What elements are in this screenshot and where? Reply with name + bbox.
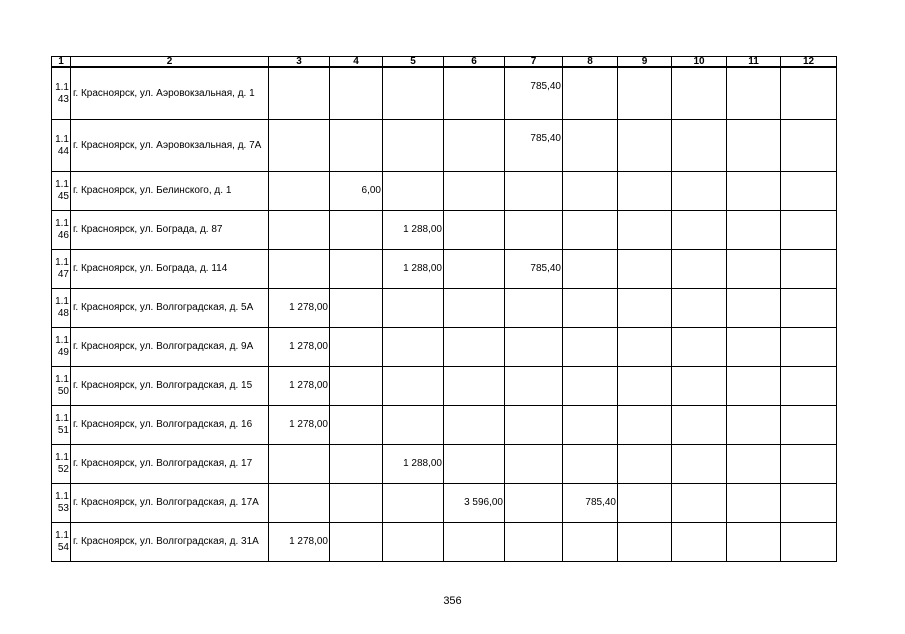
address-cell: г. Красноярск, ул. Волгоградская, д. 16 bbox=[71, 406, 269, 445]
value-cell-4 bbox=[330, 328, 383, 367]
value-cell-9 bbox=[618, 289, 672, 328]
column-header: 10 bbox=[672, 57, 727, 68]
value-cell-9 bbox=[618, 406, 672, 445]
row-number-cell: 1.1 47 bbox=[52, 250, 71, 289]
value-cell-3: 1 278,00 bbox=[269, 328, 330, 367]
register-sheet bbox=[51, 56, 837, 562]
value-cell-12 bbox=[781, 67, 837, 120]
value-cell-6 bbox=[444, 67, 505, 120]
address-cell: г. Красноярск, ул. Аэровокзальная, д. 7А bbox=[71, 120, 269, 172]
address-cell: г. Красноярск, ул. Волгоградская, д. 17 bbox=[71, 445, 269, 484]
value-cell-8 bbox=[563, 523, 618, 562]
value-cell-11 bbox=[727, 172, 781, 211]
address-cell: г. Красноярск, ул. Бограда, д. 114 bbox=[71, 250, 269, 289]
value-cell-10 bbox=[672, 172, 727, 211]
value-cell-5: 1 288,00 bbox=[383, 250, 444, 289]
value-cell-5 bbox=[383, 67, 444, 120]
value-cell-7: 785,40 bbox=[505, 67, 563, 120]
value-cell-7: 785,40 bbox=[505, 250, 563, 289]
value-cell-7 bbox=[505, 328, 563, 367]
value-cell-9 bbox=[618, 211, 672, 250]
value-cell-7 bbox=[505, 172, 563, 211]
value-cell-12 bbox=[781, 523, 837, 562]
value-cell-11 bbox=[727, 367, 781, 406]
value-cell-6 bbox=[444, 250, 505, 289]
address-cell: г. Красноярск, ул. Волгоградская, д. 31А bbox=[71, 523, 269, 562]
value-cell-9 bbox=[618, 172, 672, 211]
value-cell-9 bbox=[618, 484, 672, 523]
value-cell-6 bbox=[444, 445, 505, 484]
row-number-cell: 1.1 53 bbox=[52, 484, 71, 523]
table-row bbox=[52, 445, 837, 484]
header-row bbox=[52, 57, 837, 68]
value-cell-5 bbox=[383, 367, 444, 406]
value-cell-3 bbox=[269, 484, 330, 523]
value-cell-5 bbox=[383, 172, 444, 211]
value-cell-4 bbox=[330, 523, 383, 562]
column-header: 6 bbox=[444, 57, 505, 68]
value-cell-11 bbox=[727, 250, 781, 289]
table-row bbox=[52, 172, 837, 211]
value-cell-12 bbox=[781, 250, 837, 289]
value-cell-10 bbox=[672, 328, 727, 367]
value-cell-4 bbox=[330, 406, 383, 445]
value-cell-5 bbox=[383, 120, 444, 172]
column-header: 3 bbox=[269, 57, 330, 68]
value-cell-6: 3 596,00 bbox=[444, 484, 505, 523]
value-cell-8 bbox=[563, 289, 618, 328]
value-cell-12 bbox=[781, 172, 837, 211]
value-cell-5 bbox=[383, 484, 444, 523]
value-cell-3: 1 278,00 bbox=[269, 289, 330, 328]
column-header: 4 bbox=[330, 57, 383, 68]
value-cell-4 bbox=[330, 289, 383, 328]
value-cell-7 bbox=[505, 523, 563, 562]
value-cell-4 bbox=[330, 67, 383, 120]
value-cell-9 bbox=[618, 120, 672, 172]
table-row bbox=[52, 67, 837, 120]
value-cell-4 bbox=[330, 367, 383, 406]
value-cell-11 bbox=[727, 67, 781, 120]
value-cell-3 bbox=[269, 211, 330, 250]
value-cell-6 bbox=[444, 367, 505, 406]
value-cell-12 bbox=[781, 328, 837, 367]
value-cell-7 bbox=[505, 406, 563, 445]
table-row bbox=[52, 484, 837, 523]
value-cell-6 bbox=[444, 328, 505, 367]
table-row bbox=[52, 406, 837, 445]
value-cell-8 bbox=[563, 172, 618, 211]
value-cell-8 bbox=[563, 367, 618, 406]
value-cell-12 bbox=[781, 367, 837, 406]
value-cell-8 bbox=[563, 120, 618, 172]
value-cell-7 bbox=[505, 484, 563, 523]
value-cell-12 bbox=[781, 406, 837, 445]
value-cell-3: 1 278,00 bbox=[269, 367, 330, 406]
value-cell-12 bbox=[781, 211, 837, 250]
column-header: 5 bbox=[383, 57, 444, 68]
row-number-cell: 1.1 43 bbox=[52, 67, 71, 120]
value-cell-3: 1 278,00 bbox=[269, 406, 330, 445]
value-cell-3 bbox=[269, 172, 330, 211]
register-table bbox=[51, 56, 837, 562]
column-header: 9 bbox=[618, 57, 672, 68]
value-cell-10 bbox=[672, 523, 727, 562]
value-cell-4 bbox=[330, 211, 383, 250]
value-cell-6 bbox=[444, 172, 505, 211]
value-cell-4 bbox=[330, 484, 383, 523]
value-cell-6 bbox=[444, 289, 505, 328]
value-cell-3 bbox=[269, 250, 330, 289]
value-cell-12 bbox=[781, 120, 837, 172]
value-cell-9 bbox=[618, 67, 672, 120]
row-number-cell: 1.1 44 bbox=[52, 120, 71, 172]
value-cell-11 bbox=[727, 523, 781, 562]
address-cell: г. Красноярск, ул. Волгоградская, д. 15 bbox=[71, 367, 269, 406]
value-cell-10 bbox=[672, 445, 727, 484]
row-number-cell: 1.1 50 bbox=[52, 367, 71, 406]
table-row bbox=[52, 250, 837, 289]
table-row bbox=[52, 523, 837, 562]
value-cell-3 bbox=[269, 67, 330, 120]
value-cell-4 bbox=[330, 445, 383, 484]
value-cell-8 bbox=[563, 406, 618, 445]
row-number-cell: 1.1 54 bbox=[52, 523, 71, 562]
value-cell-11 bbox=[727, 406, 781, 445]
value-cell-9 bbox=[618, 367, 672, 406]
value-cell-4 bbox=[330, 120, 383, 172]
value-cell-10 bbox=[672, 406, 727, 445]
value-cell-6 bbox=[444, 406, 505, 445]
value-cell-9 bbox=[618, 445, 672, 484]
value-cell-8 bbox=[563, 445, 618, 484]
value-cell-10 bbox=[672, 484, 727, 523]
table-row bbox=[52, 211, 837, 250]
value-cell-7 bbox=[505, 289, 563, 328]
row-number-cell: 1.1 48 bbox=[52, 289, 71, 328]
row-number-cell: 1.1 51 bbox=[52, 406, 71, 445]
value-cell-8 bbox=[563, 67, 618, 120]
value-cell-4: 6,00 bbox=[330, 172, 383, 211]
value-cell-9 bbox=[618, 250, 672, 289]
value-cell-5 bbox=[383, 289, 444, 328]
value-cell-3 bbox=[269, 120, 330, 172]
value-cell-11 bbox=[727, 445, 781, 484]
value-cell-10 bbox=[672, 250, 727, 289]
value-cell-5 bbox=[383, 328, 444, 367]
table-row bbox=[52, 328, 837, 367]
value-cell-3: 1 278,00 bbox=[269, 523, 330, 562]
address-cell: г. Красноярск, ул. Волгоградская, д. 5А bbox=[71, 289, 269, 328]
value-cell-12 bbox=[781, 445, 837, 484]
table-row bbox=[52, 367, 837, 406]
address-cell: г. Красноярск, ул. Белинского, д. 1 bbox=[71, 172, 269, 211]
value-cell-9 bbox=[618, 328, 672, 367]
value-cell-10 bbox=[672, 67, 727, 120]
column-header: 7 bbox=[505, 57, 563, 68]
value-cell-3 bbox=[269, 445, 330, 484]
value-cell-7 bbox=[505, 211, 563, 250]
value-cell-12 bbox=[781, 289, 837, 328]
value-cell-7 bbox=[505, 367, 563, 406]
value-cell-5 bbox=[383, 523, 444, 562]
value-cell-5: 1 288,00 bbox=[383, 445, 444, 484]
column-header: 2 bbox=[71, 57, 269, 68]
value-cell-10 bbox=[672, 367, 727, 406]
value-cell-4 bbox=[330, 250, 383, 289]
value-cell-11 bbox=[727, 328, 781, 367]
value-cell-10 bbox=[672, 211, 727, 250]
address-cell: г. Красноярск, ул. Аэровокзальная, д. 1 bbox=[71, 67, 269, 120]
column-header: 12 bbox=[781, 57, 837, 68]
value-cell-11 bbox=[727, 120, 781, 172]
value-cell-10 bbox=[672, 120, 727, 172]
value-cell-7 bbox=[505, 445, 563, 484]
table-row bbox=[52, 289, 837, 328]
row-number-cell: 1.1 49 bbox=[52, 328, 71, 367]
table-row bbox=[52, 120, 837, 172]
value-cell-6 bbox=[444, 120, 505, 172]
value-cell-6 bbox=[444, 523, 505, 562]
value-cell-12 bbox=[781, 484, 837, 523]
address-cell: г. Красноярск, ул. Бограда, д. 87 bbox=[71, 211, 269, 250]
value-cell-9 bbox=[618, 523, 672, 562]
column-header: 1 bbox=[52, 57, 71, 68]
value-cell-5: 1 288,00 bbox=[383, 211, 444, 250]
address-cell: г. Красноярск, ул. Волгоградская, д. 17А bbox=[71, 484, 269, 523]
value-cell-10 bbox=[672, 289, 727, 328]
table-body bbox=[52, 67, 837, 562]
value-cell-8: 785,40 bbox=[563, 484, 618, 523]
row-number-cell: 1.1 45 bbox=[52, 172, 71, 211]
value-cell-11 bbox=[727, 211, 781, 250]
value-cell-5 bbox=[383, 406, 444, 445]
address-cell: г. Красноярск, ул. Волгоградская, д. 9А bbox=[71, 328, 269, 367]
row-number-cell: 1.1 46 bbox=[52, 211, 71, 250]
value-cell-8 bbox=[563, 211, 618, 250]
column-header: 11 bbox=[727, 57, 781, 68]
value-cell-11 bbox=[727, 289, 781, 328]
page-number: 356 bbox=[443, 595, 462, 607]
row-number-cell: 1.1 52 bbox=[52, 445, 71, 484]
column-header: 8 bbox=[563, 57, 618, 68]
value-cell-7: 785,40 bbox=[505, 120, 563, 172]
value-cell-8 bbox=[563, 328, 618, 367]
value-cell-8 bbox=[563, 250, 618, 289]
value-cell-6 bbox=[444, 211, 505, 250]
value-cell-11 bbox=[727, 484, 781, 523]
